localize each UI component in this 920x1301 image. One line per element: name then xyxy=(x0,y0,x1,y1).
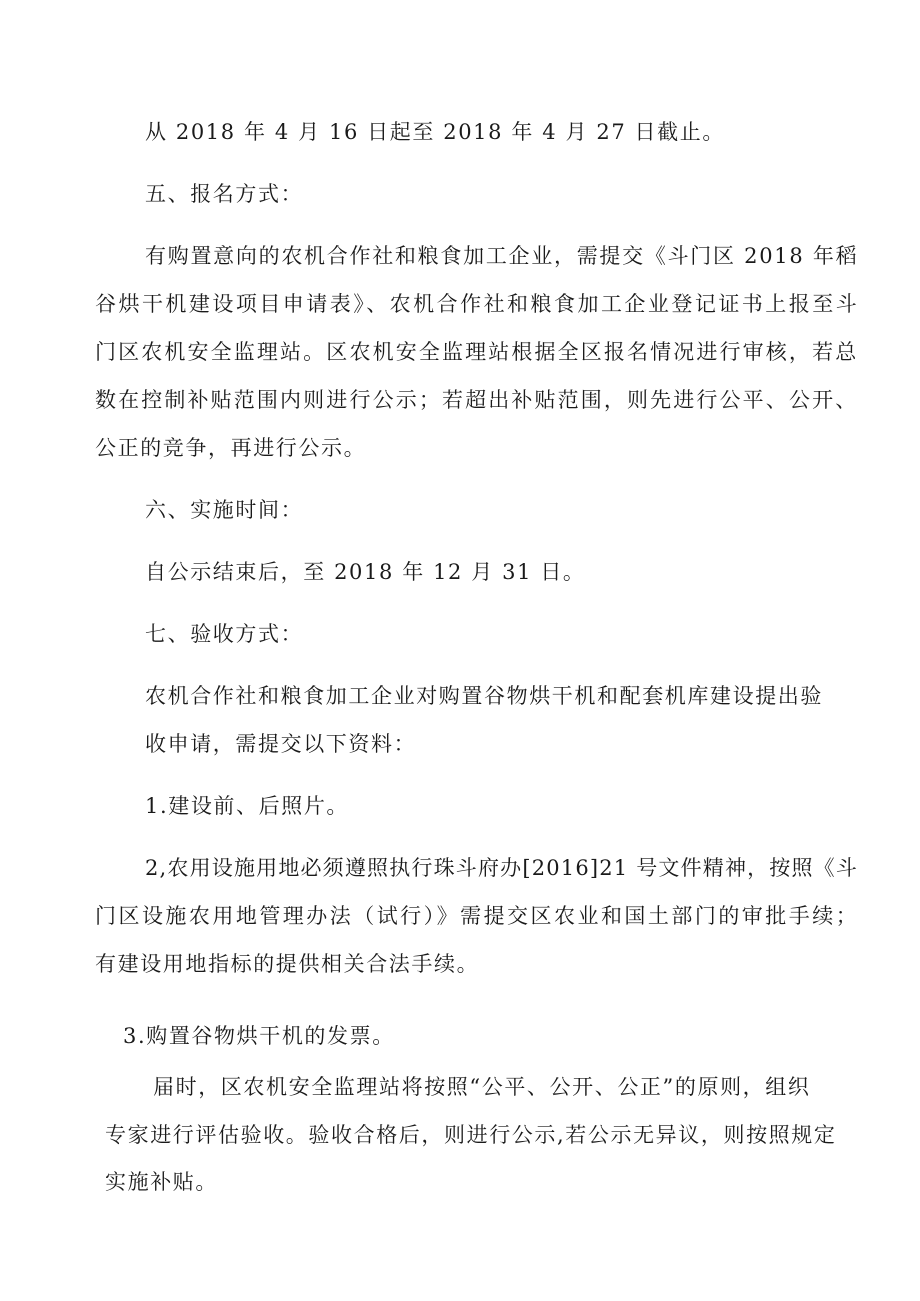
text-line: 有购置意向的农机合作社和粮食加工企业，需提交《斗门区 2018 年稻 xyxy=(145,244,859,268)
text-line: 公正的竞争，再进行公示。 xyxy=(95,436,367,460)
text-line: 谷烘干机建设项目申请表》、农机合作社和粮食加工企业登记证书上报至斗 xyxy=(95,292,860,316)
text-line: 数在控制补贴范围内则进行公示；若超出补贴范围，则先进行公平、公开、 xyxy=(95,388,859,412)
text-line: 农机合作社和粮食加工企业对购置谷物烘干机和配套机库建设提出验 xyxy=(145,684,823,708)
text-line: 3.购置谷物烘干机的发票。 xyxy=(123,1024,395,1048)
text-line: 届时，区农机安全监理站将按照“公平、公开、公正”的原则，组织 xyxy=(153,1075,811,1099)
text-line: 2,农用设施用地必须遵照执行珠斗府办[2016]21 号文件精神，按照《斗 xyxy=(145,856,859,880)
text-line: 门区农机安全监理站。区农机安全监理站根据全区报名情况进行审核，若总 xyxy=(95,340,859,364)
text-line: 自公示结束后，至 2018 年 12 月 31 日。 xyxy=(145,560,586,584)
text-line: 1.建设前、后照片。 xyxy=(145,794,350,818)
text-line: 六、实施时间： xyxy=(145,498,304,522)
text-line: 有建设用地指标的提供相关合法手续。 xyxy=(95,952,480,976)
text-line: 收申请，需提交以下资料： xyxy=(145,732,417,756)
text-line: 五、报名方式： xyxy=(145,182,304,206)
text-line: 七、验收方式： xyxy=(145,622,304,646)
text-line: 从 2018 年 4 月 16 日起至 2018 年 4 月 27 日截止。 xyxy=(145,120,725,144)
text-line: 专家进行评估验收。验收合格后，则进行公示,若公示无异议，则按照规定 xyxy=(105,1123,837,1147)
text-line: 门区设施农用地管理办法（试行）》需提交区农业和国土部门的审批手续； xyxy=(95,904,860,928)
text-line: 实施补贴。 xyxy=(105,1170,218,1194)
